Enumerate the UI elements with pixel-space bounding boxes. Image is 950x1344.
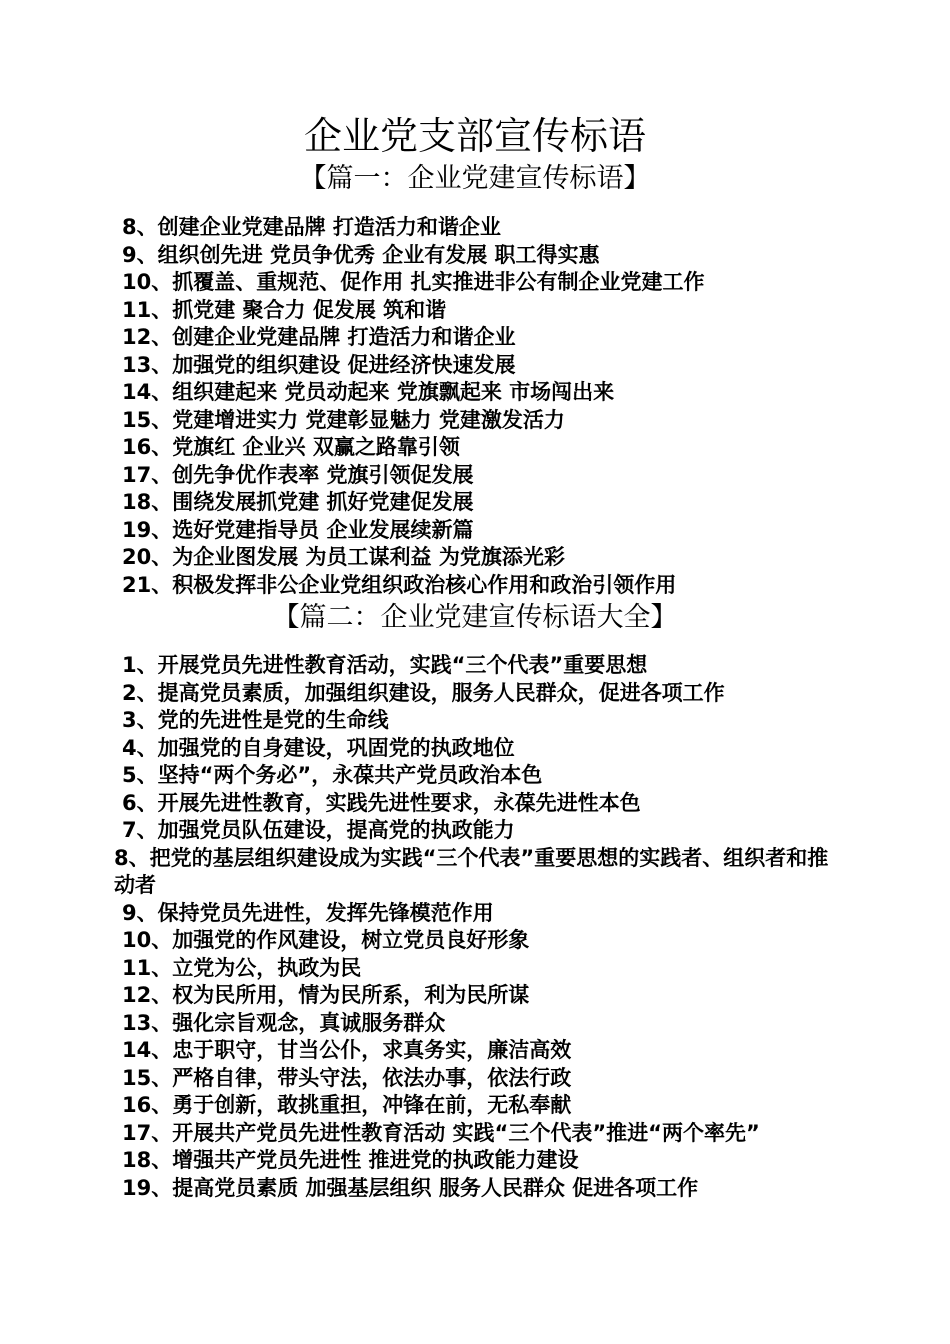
list-item: 12、创建企业党建品牌 打造活力和谐企业 xyxy=(122,325,516,349)
list-item: 16、勇于创新，敢挑重担，冲锋在前，无私奉献 xyxy=(122,1093,572,1117)
list-item: 21、积极发挥非公企业党组织政治核心作用和政治引领作用 xyxy=(122,572,677,597)
list-item: 13、强化宗旨观念，真诚服务群众 xyxy=(122,1010,446,1035)
list-item: 14、忠于职守，甘当公仆，求真务实，廉洁高效 xyxy=(122,1038,572,1062)
section-1-heading: 【篇一：企业党建宣传标语】 xyxy=(299,163,651,194)
list-item: 14、组织建起来 党员动起来 党旗飘起来 市场闯出来 xyxy=(122,380,615,404)
list-item: 9、组织创先进 党员争优秀 企业有发展 职工得实惠 xyxy=(122,242,600,267)
list-item: 2、提高党员素质，加强组织建设，服务人民群众，促进各项工作 xyxy=(122,680,725,705)
list-item: 13、加强党的组织建设 促进经济快速发展 xyxy=(122,352,516,377)
list-item: 3、党的先进性是党的生命线 xyxy=(122,708,389,732)
section-1-list xyxy=(122,214,842,599)
list-item: 8、创建企业党建品牌 打造活力和谐企业 xyxy=(122,215,501,239)
list-item: 4、加强党的自身建设，巩固党的执政地位 xyxy=(122,735,515,760)
list-item: 7、加强党员队伍建设，提高党的执政能力 xyxy=(122,818,515,842)
section-2-list xyxy=(114,652,842,1202)
document-title: 企业党支部宣传标语 xyxy=(303,114,646,158)
list-item: 9、保持党员先进性，发挥先锋模范作用 xyxy=(122,900,494,925)
list-item: 17、创先争优作表率 党旗引领促发展 xyxy=(122,462,474,487)
list-item: 18、增强共产党员先进性 推进党的执政能力建设 xyxy=(122,1148,579,1172)
list-item: 5、坚持“两个务必”，永葆共产党员政治本色 xyxy=(122,763,543,787)
section-2-heading: 【篇二：企业党建宣传标语大全】 xyxy=(272,602,678,633)
list-item: 19、选好党建指导员 企业发展续新篇 xyxy=(122,517,474,542)
list-item: 8、把党的基层组织建设成为实践“三个代表”重要思想的实践者、组织者和推动者 xyxy=(114,845,829,897)
list-item: 1、开展党员先进性教育活动，实践“三个代表”重要思想 xyxy=(122,653,648,677)
list-item: 6、开展先进性教育，实践先进性要求，永葆先进性本色 xyxy=(122,790,641,815)
list-item: 10、加强党的作风建设，树立党员良好形象 xyxy=(122,928,530,952)
list-item: 11、立党为公，执政为民 xyxy=(122,955,362,980)
list-item: 12、权为民所用，情为民所系，利为民所谋 xyxy=(122,983,530,1007)
list-item: 10、抓覆盖、重规范、促作用 扎实推进非公有制企业党建工作 xyxy=(122,270,705,294)
list-item: 11、抓党建 聚合力 促发展 筑和谐 xyxy=(122,297,447,322)
list-item: 17、开展共产党员先进性教育活动 实践“三个代表”推进“两个率先” xyxy=(122,1120,760,1145)
list-item: 20、为企业图发展 为员工谋利益 为党旗添光彩 xyxy=(122,545,565,569)
list-item: 15、严格自律，带头守法，依法办事，依法行政 xyxy=(122,1065,572,1090)
list-item: 16、党旗红 企业兴 双赢之路靠引领 xyxy=(122,435,460,459)
list-item: 15、党建增进实力 党建彰显魅力 党建激发活力 xyxy=(122,407,565,432)
list-item: 19、提高党员素质 加强基层组织 服务人民群众 促进各项工作 xyxy=(122,1175,699,1200)
list-item: 18、围绕发展抓党建 抓好党建促发展 xyxy=(122,490,474,514)
